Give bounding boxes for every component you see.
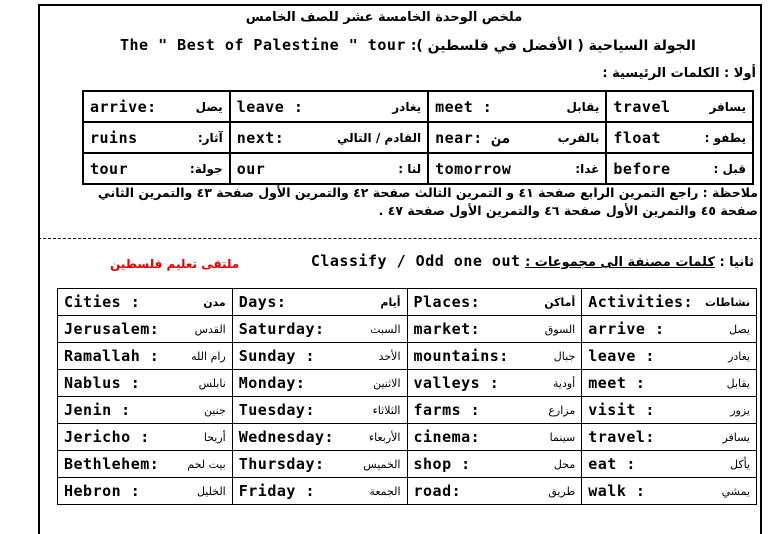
classify-cell <box>232 424 407 451</box>
section-two-prefix: ثانيا : <box>719 255 754 270</box>
section-two-heading <box>311 252 754 270</box>
vocab-cell <box>606 91 753 122</box>
classify-ar: يمشي <box>721 484 750 498</box>
classify-en: Monday: <box>238 374 306 392</box>
classify-ar: يصل <box>729 322 750 336</box>
vocab-cell <box>428 153 606 184</box>
classify-cell <box>58 343 233 370</box>
classify-header <box>232 289 407 316</box>
vocab-ar: يسافر <box>709 99 746 114</box>
classify-en: Tuesday: <box>238 401 315 419</box>
vocab-cell <box>83 122 230 153</box>
classify-ar: أريحا <box>203 430 226 444</box>
classify-ar: جبال <box>553 349 576 363</box>
classify-en: mountains: <box>413 347 509 365</box>
classify-en: Sunday : <box>238 347 315 365</box>
classify-header-en: Cities : <box>64 293 141 311</box>
vocab-ar: يصل <box>195 99 223 114</box>
classify-en: leave : <box>588 347 655 365</box>
classify-header-ar: أيام <box>380 295 401 309</box>
classify-ar: مزارع <box>548 403 576 417</box>
classify-en: Saturday: <box>238 320 325 338</box>
classify-cell <box>582 478 757 505</box>
divider <box>38 238 762 239</box>
classify-cell <box>582 343 757 370</box>
vocab-cell <box>230 153 428 184</box>
classify-en: road: <box>413 482 462 500</box>
classify-ar: الأربعاء <box>368 430 401 444</box>
classify-en: Wednesday: <box>238 428 335 446</box>
classify-header <box>582 289 757 316</box>
classify-cell <box>58 316 233 343</box>
page-title: ملخص الوحدة الخامسة عشر للصف الخامس <box>245 10 523 25</box>
classify-cell <box>582 397 757 424</box>
classify-ar: الأحد <box>378 349 401 363</box>
classify-en: shop : <box>413 455 471 473</box>
classify-ar: السوق <box>544 322 576 336</box>
classify-en: travel: <box>588 428 655 446</box>
classify-ar: الخليل <box>196 484 226 498</box>
classify-ar: الخميس <box>363 457 401 471</box>
vocab-ar: بالقرب <box>557 130 600 145</box>
vocab-cell <box>83 91 230 122</box>
classify-en: walk : <box>588 482 646 500</box>
vocab-en: leave : <box>236 97 304 116</box>
classify-cell <box>407 316 582 343</box>
classify-ar: جنين <box>203 403 226 417</box>
classify-cell <box>407 424 582 451</box>
red-label: ملتقى تعليم فلسطين <box>110 257 240 271</box>
classify-table <box>57 288 757 505</box>
classify-ar: رام الله <box>191 349 226 363</box>
subtitle <box>120 36 696 54</box>
vocab-en: before <box>613 159 671 178</box>
classify-en: Jerusalem: <box>64 320 160 338</box>
classify-row <box>58 424 757 451</box>
section-two-ar-title: كلمات مصنفة الى مجموعات : <box>525 255 715 270</box>
classify-cell <box>232 316 407 343</box>
classify-header-en: Days: <box>238 293 287 311</box>
classify-ar: طريق <box>548 484 576 498</box>
classify-cell <box>58 397 233 424</box>
subtitle-ar: الجولة السياحية ( الأفضل في فلسطين ): <box>410 38 696 54</box>
classify-cell <box>232 397 407 424</box>
classify-cell <box>407 451 582 478</box>
vocab-cell <box>428 91 606 122</box>
vocab-ar: يقابل <box>566 99 600 114</box>
vocab-ar: آثار: <box>197 130 223 145</box>
classify-row <box>58 451 757 478</box>
classify-header-ar: نشاطات <box>705 295 750 309</box>
classify-ar: يسافر <box>722 430 750 444</box>
classify-header-row <box>58 289 757 316</box>
classify-ar: الثلاثاء <box>372 403 401 417</box>
classify-en: meet : <box>588 374 646 392</box>
classify-en: Friday : <box>238 482 315 500</box>
classify-cell <box>58 424 233 451</box>
classify-en: market: <box>413 320 481 338</box>
classify-cell <box>407 478 582 505</box>
classify-ar: سينما <box>549 430 576 444</box>
section-one-heading: أولا : الكلمات الرئيسية : <box>602 66 756 81</box>
vocab-row <box>83 91 753 122</box>
classify-en: Bethlehem: <box>64 455 160 473</box>
vocab-en: travel <box>613 97 671 116</box>
classify-en: Hebron : <box>64 482 141 500</box>
classify-ar: الاثنين <box>373 376 401 390</box>
classify-cell <box>58 451 233 478</box>
vocab-en: our <box>236 159 266 178</box>
classify-en: valleys : <box>413 374 500 392</box>
classify-row <box>58 397 757 424</box>
vocab-ar: يطفو : <box>704 130 746 145</box>
vocab-cell <box>83 153 230 184</box>
classify-en: arrive : <box>588 320 665 338</box>
classify-cell <box>232 478 407 505</box>
classify-row <box>58 478 757 505</box>
vocab-ar: قبل : <box>713 161 746 176</box>
vocab-cell <box>606 122 753 153</box>
vocab-en: arrive: <box>90 97 157 116</box>
classify-cell <box>582 451 757 478</box>
subtitle-en: The " Best of Palestine " tour <box>120 36 406 54</box>
classify-header-en: Places: <box>413 293 481 311</box>
vocab-en: tomorrow <box>435 159 512 178</box>
classify-ar: بيت لحم <box>187 457 226 471</box>
classify-en: Nablus : <box>64 374 141 392</box>
vocab-cell <box>230 122 428 153</box>
note <box>58 184 758 220</box>
vocab-ar: جولة: <box>189 161 223 176</box>
vocab-en: near: من <box>435 128 511 147</box>
classify-ar: يقابل <box>726 376 750 390</box>
vocab-en: next: <box>236 128 285 147</box>
classify-cell <box>407 343 582 370</box>
classify-ar: يأكل <box>730 457 750 471</box>
vocab-cell <box>428 122 606 153</box>
vocab-en: ruins <box>90 128 138 147</box>
classify-en: Ramallah : <box>64 347 160 365</box>
vocab-table <box>82 90 754 185</box>
classify-cell <box>407 370 582 397</box>
classify-en: eat : <box>588 455 636 473</box>
note-line-1: ملاحظة : راجع التمرين الرابع صفحة ٤١ و التمرين الثالث صفحة ٤٢ والتمرين الأول صفحة ٤٣ والتمرين الثاني <box>97 185 758 200</box>
vocab-ar: يغادر <box>392 99 422 114</box>
section-two-en-title: Classify / Odd one out <box>310 252 521 270</box>
classify-ar: يغادر <box>728 349 750 363</box>
classify-row <box>58 343 757 370</box>
classify-cell <box>58 370 233 397</box>
classify-cell <box>232 451 407 478</box>
classify-en: Jericho : <box>64 428 150 446</box>
vocab-row <box>83 122 753 153</box>
classify-ar: نابلس <box>198 376 226 390</box>
classify-en: visit : <box>588 401 655 419</box>
classify-cell <box>58 478 233 505</box>
classify-ar: القدس <box>194 322 226 336</box>
classify-ar: أودية <box>553 376 576 390</box>
classify-row <box>58 370 757 397</box>
classify-cell <box>582 370 757 397</box>
classify-header-en: Activities: <box>588 293 694 311</box>
classify-ar: محل <box>553 457 576 471</box>
vocab-ar: غدا: <box>575 161 600 176</box>
vocab-cell <box>230 91 428 122</box>
classify-header-ar: مدن <box>203 295 226 309</box>
classify-header-ar: أماكن <box>544 295 576 309</box>
vocab-en: meet : <box>435 97 493 116</box>
classify-en: cinema: <box>413 428 481 446</box>
classify-row <box>58 316 757 343</box>
classify-cell <box>232 370 407 397</box>
classify-cell <box>232 343 407 370</box>
classify-en: farms : <box>413 401 481 419</box>
vocab-en: tour <box>90 159 129 178</box>
vocab-cell <box>606 153 753 184</box>
classify-en: Thursday: <box>238 455 325 473</box>
note-line-2: صفحة ٤٥ والتمرين الأول صفحة ٤٦ والتمرين الأول صفحة ٤٧ . <box>378 203 758 218</box>
vocab-en: float <box>613 128 661 147</box>
classify-cell <box>582 316 757 343</box>
classify-header <box>58 289 233 316</box>
classify-ar: السبت <box>370 322 401 336</box>
vocab-ar: القادم / التالي <box>336 130 422 145</box>
classify-en: Jenin : <box>64 401 131 419</box>
classify-header <box>407 289 582 316</box>
classify-ar: يزور <box>730 403 750 417</box>
vocab-row <box>83 153 753 184</box>
classify-ar: الجمعة <box>369 484 401 498</box>
classify-cell <box>407 397 582 424</box>
vocab-ar: لنا : <box>398 161 422 176</box>
classify-cell <box>582 424 757 451</box>
